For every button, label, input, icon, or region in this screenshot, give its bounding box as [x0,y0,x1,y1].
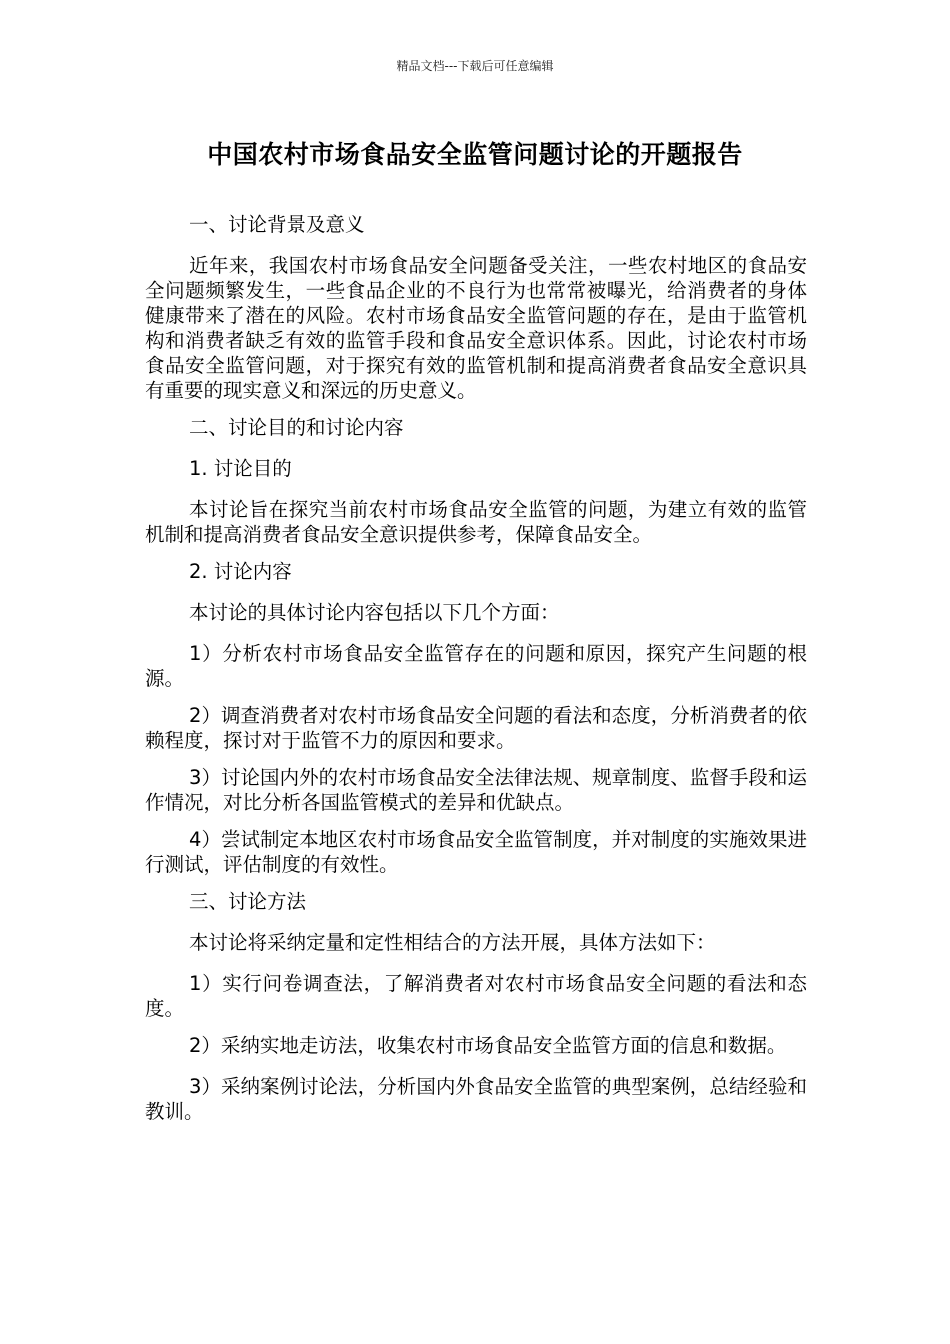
list-item-method-1: 1）实行问卷调查法，了解消费者对农村市场食品安全问题的看法和态度。 [145,972,807,1020]
list-item-method-2: 2）采纳实地走访法，收集农村市场食品安全监管方面的信息和数据。 [189,1034,787,1057]
list-item-method-3: 3）采纳案例讨论法，分析国内外食品安全监管的典型案例，总结经验和教训。 [145,1075,807,1123]
paragraph-background: 近年来，我国农村市场食品安全问题备受关注，一些农村地区的食品安全问题频繁发生，一些食品企业的不良行为也常常被曝光，给消费者的身体健康带来了潜在的风险。农村市场食品安全监管问题的存在，是由于监管机构和消费者缺乏有效的监管手段和食品安全意识体系。因此，讨论农村市场食品安全监管问题，对于探究有效的监管机制和提高消费者食品安全意识具有重要的现实意义和深远的历史意义。 [145,254,807,402]
header-note: 精品文档---下载后可任意编辑 [396,59,554,73]
list-item-content-4: 4）尝试制定本地区农村市场食品安全监管制度，并对制度的实施效果进行测试，评估制度的有效性。 [145,828,807,876]
paragraph-methods-intro: 本讨论将采纳定量和定性相结合的方法开展，具体方法如下： [189,931,716,954]
list-item-content-3: 3）讨论国内外的农村市场食品安全法律法规、规章制度、监督手段和运作情况，对比分析各国监管模式的差异和优缺点。 [145,766,807,814]
section-heading-background: 一、讨论背景及意义 [189,213,365,236]
paragraph-purpose: 本讨论旨在探究当前农村市场食品安全监管的问题，为建立有效的监管机制和提高消费者食品安全意识提供参考，保障食品安全。 [145,498,807,546]
list-item-content-1: 1）分析农村市场食品安全监管存在的问题和原因，探究产生问题的根源。 [145,642,807,690]
subheading-purpose: 1. 讨论目的 [189,457,292,480]
document-title: 中国农村市场食品安全监管问题讨论的开题报告 [207,140,743,169]
section-heading-methods: 三、讨论方法 [189,890,307,913]
list-item-content-2: 2）调查消费者对农村市场食品安全问题的看法和态度，分析消费者的依赖程度，探讨对于监管不力的原因和要求。 [145,704,807,752]
document-body [145,212,807,1136]
subheading-content: 2. 讨论内容 [189,560,292,583]
paragraph-content-intro: 本讨论的具体讨论内容包括以下几个方面： [189,601,560,624]
section-heading-purpose-content: 二、讨论目的和讨论内容 [189,416,404,439]
